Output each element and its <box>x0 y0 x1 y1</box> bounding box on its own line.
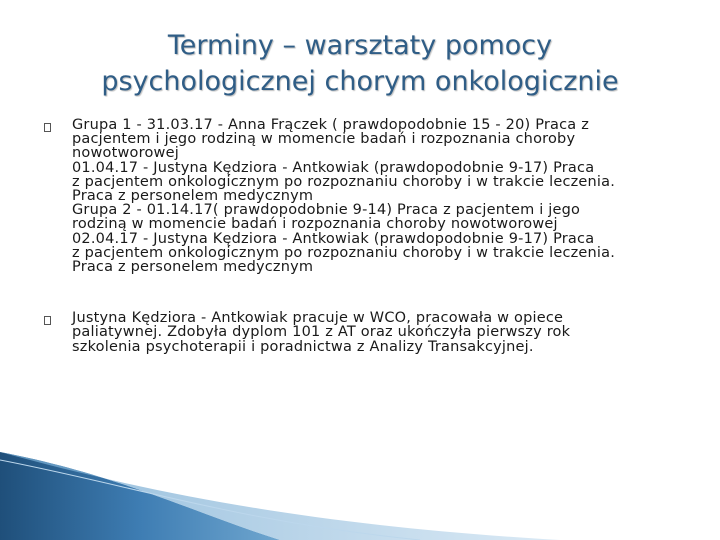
bullet-line: rodziną w momencie badań i rozpoznania choroby nowotworowej <box>72 216 558 233</box>
square-bullet-icon <box>44 316 51 325</box>
swoosh-dark-band <box>0 452 280 540</box>
bullet-line: Praca z personelem medycznym <box>72 188 314 205</box>
bullet-text <box>72 311 684 354</box>
bullet-line: nowotworowej <box>72 145 179 162</box>
bullet-line: szkolenia psychoterapii i poradnictwa z Analizy Transakcyjnej. <box>72 338 534 355</box>
bullet-line: paliatywnej. Zdobyła dyplom 101 z AT oraz ukończyła pierwszy rok <box>72 324 571 341</box>
bullet-item-schedule <box>44 118 684 274</box>
title-line-1: Terminy – warsztaty pomocy <box>167 30 553 61</box>
bullet-line: Grupa 2 - 01.14.17( prawdopodobnie 9-14) Praca z pacjentem i jego <box>72 202 581 219</box>
title-line-2: psychologicznej chorym onkologicznie <box>101 66 619 97</box>
bullet-line: 02.04.17 - Justyna Kędziora - Antkowiak (prawdopodobnie 9-17) Praca <box>72 230 595 247</box>
bullet-item-trainer <box>44 311 684 354</box>
bullet-line: pacjentem i jego rodziną w momencie badań i rozpoznania choroby <box>72 131 576 148</box>
bullet-line: z pacjentem onkologicznym po rozpoznaniu choroby i w trakcie leczenia. <box>72 244 616 261</box>
bullet-line: Justyna Kędziora - Antkowiak pracuje w WCO, pracowała w opiece <box>72 310 564 327</box>
bullet-text <box>72 118 684 274</box>
square-bullet-icon <box>44 123 51 132</box>
decorative-swoosh <box>0 430 720 540</box>
bullet-line: Grupa 1 - 31.03.17 - Anna Frączek ( prawdopodobnie 15 - 20) Praca z <box>72 117 590 133</box>
bullet-line: Praca z personelem medycznym <box>72 259 314 276</box>
bullet-line: 01.04.17 - Justyna Kędziora - Antkowiak (prawdopodobnie 9-17) Praca <box>72 159 595 176</box>
slide-title <box>20 28 700 100</box>
bullet-line: z pacjentem onkologicznym po rozpoznaniu choroby i w trakcie leczenia. <box>72 173 616 190</box>
bullet-list <box>44 118 684 354</box>
